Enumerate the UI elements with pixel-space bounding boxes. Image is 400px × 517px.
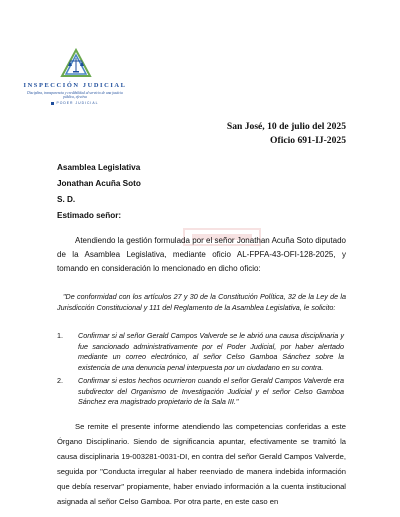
document-date: San José, 10 de julio del 2025 — [226, 121, 346, 132]
logo-title: INSPECCIÓN JUDICIAL — [23, 82, 127, 89]
list-text: Confirmar si al señor Gerald Campos Valverde se le abrió una causa disciplinaria y fue sancionado administrativamente por el Poder Judicial, por haber alertado mediante un correo electrónico, al señor Celso Gamboa Sánchez sobre la existencia de una denuncia penal interpuesta por un ciudadano en su contra. — [78, 331, 344, 372]
greeting: Estimado señor: — [57, 211, 122, 220]
addressee-name: Jonathan Acuña Soto — [57, 179, 141, 188]
poder-judicial-mark-icon — [51, 102, 54, 105]
quote-intro: "De conformidad con los artículos 27 y 30 de la Constitución Política, 32 de la Ley de la Jurisdicción Constitucional y 111 del Reglamento de la Asamblea Legislativa, le solicito: — [57, 292, 346, 312]
addressee-sd: S. D. — [57, 195, 76, 204]
list-number: 1. — [57, 331, 63, 340]
logo-footer-text: PODER JUDICIAL — [56, 101, 99, 105]
inspeccion-judicial-logo — [20, 48, 130, 106]
list-number: 2. — [57, 376, 63, 385]
logo-footer — [20, 101, 130, 105]
office-number: Oficio 691-IJ-2025 — [270, 135, 346, 146]
logo-subtitle: Disciplina, transparencia y credibilidad al servicio de una justicia pública, efectiva — [27, 91, 123, 99]
scales-of-justice-icon — [58, 48, 94, 78]
body-paragraph-2: Se remite el presente informe atendiendo las competencias conferidas a este Órgano Disciplinario. Siendo de significancia apuntar, efectivamente se tramitó la causa disciplinaria 19-003281-0031-DI, en contra del señor Gerald Campos Valverde, seguida por "Conducta irregular al haber reenviado de manera indebida información que debía reservar" propiamente, haber enviado información a la cuenta institucional asignada al señor Celso Gamboa. Por otra parte, en este caso en — [57, 422, 346, 506]
addressee-institution: Asamblea Legislativa — [57, 163, 141, 172]
body-paragraph-1: Atendiendo la gestión formulada por el señor Jonathan Acuña Soto diputado de la Asamblea Legislativa, mediante oficio AL-FPFA-43-OFI-128-2025, y tomando en consideración lo mencionado en dicho oficio: — [57, 236, 346, 273]
list-text: Confirmar si estos hechos ocurrieron cuando el señor Gerald Campos Valverde era subdirector del Organismo de Investigación Judicial y el señor Celso Gamboa Sánchez era magistrado propietario de la Sala III." — [78, 376, 344, 407]
